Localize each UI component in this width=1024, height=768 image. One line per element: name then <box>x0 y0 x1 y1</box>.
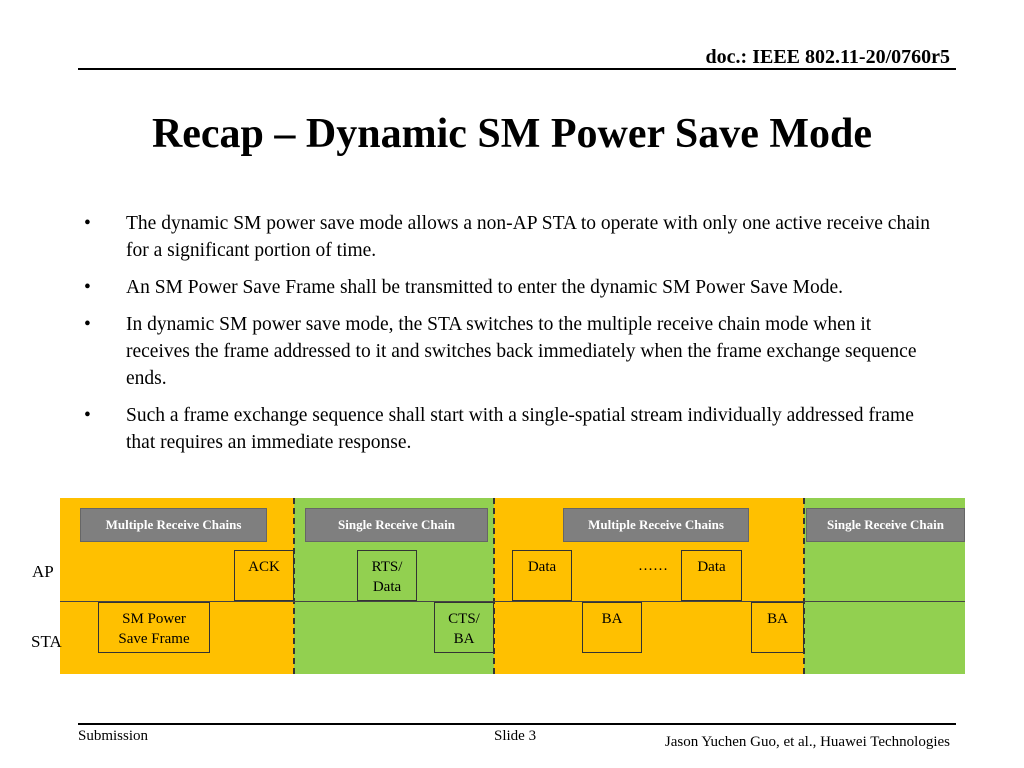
ack-frame-label: ACK <box>248 559 280 575</box>
ellipsis: …… <box>638 558 668 574</box>
slide-title: Recap – Dynamic SM Power Save Mode <box>151 111 873 157</box>
ba-frame-2-label: BA <box>767 611 788 627</box>
sm-power-save-frame <box>98 602 210 653</box>
bullet-text: An SM Power Save Frame shall be transmitted to enter the dynamic SM Power Save Mode. <box>126 277 844 298</box>
rts-frame-label-2: Data <box>372 579 402 595</box>
sta-row-label: STA <box>31 632 62 651</box>
data-frame-1 <box>512 550 572 601</box>
footer-slide-number: Slide 3 <box>494 728 537 744</box>
data-frame-2-label: Data <box>697 559 726 575</box>
cts-frame-label: CTS/ <box>448 611 480 627</box>
bullet-item <box>84 311 934 392</box>
bullet-dot: • <box>84 314 91 335</box>
ba-frame-1 <box>582 602 642 653</box>
cts-ba-frame <box>434 602 494 653</box>
bullet-dot: • <box>84 405 91 426</box>
bullet-item <box>84 274 934 301</box>
ba-frame-1-label: BA <box>601 611 623 627</box>
data-frame-2 <box>681 550 742 601</box>
rts-data-frame <box>357 550 417 601</box>
footer-rule <box>78 723 956 725</box>
bullet-text: The dynamic SM power save mode allows a non-AP STA to operate with only one active receive chain for a significant portion of time. <box>126 213 931 261</box>
bullet-list <box>84 210 934 466</box>
phase-label-single-1: Single Receive Chain <box>305 508 488 542</box>
footer-submission: Submission <box>78 728 149 744</box>
data-frame-1-label: Data <box>527 559 557 575</box>
footer-author: Jason Yuchen Guo, et al., Huawei Technologies <box>664 734 950 750</box>
bullet-text: In dynamic SM power save mode, the STA switches to the multiple receive chain mode when it receives the frame addressed to it and switches back immediately when the frame exchange sequence ends. <box>126 314 917 389</box>
cts-frame-label-2: BA <box>453 631 475 647</box>
bullet-item <box>84 402 934 456</box>
bullet-item <box>84 210 934 264</box>
phase-label-multiple-2: Multiple Receive Chains <box>563 508 749 542</box>
bullet-dot: • <box>84 213 91 234</box>
smps-frame-label: SM Power <box>122 611 186 627</box>
header-rule <box>78 68 956 70</box>
smps-frame-label-2: Save Frame <box>118 631 190 647</box>
rts-frame-label: RTS/ <box>371 559 403 575</box>
doc-id: doc.: IEEE 802.11-20/0760r5 <box>705 46 950 68</box>
phase-label-multiple-1: Multiple Receive Chains <box>80 508 267 542</box>
bullet-text: Such a frame exchange sequence shall start with a single-spatial stream individually addressed frame that requires an immediate response. <box>126 405 914 453</box>
ap-row-label: AP <box>32 562 54 581</box>
ba-frame-2 <box>751 602 804 653</box>
bullet-dot: • <box>84 277 91 298</box>
ack-frame <box>234 550 294 601</box>
phase-label-single-2: Single Receive Chain <box>806 508 965 542</box>
sm-power-save-diagram <box>60 498 965 674</box>
